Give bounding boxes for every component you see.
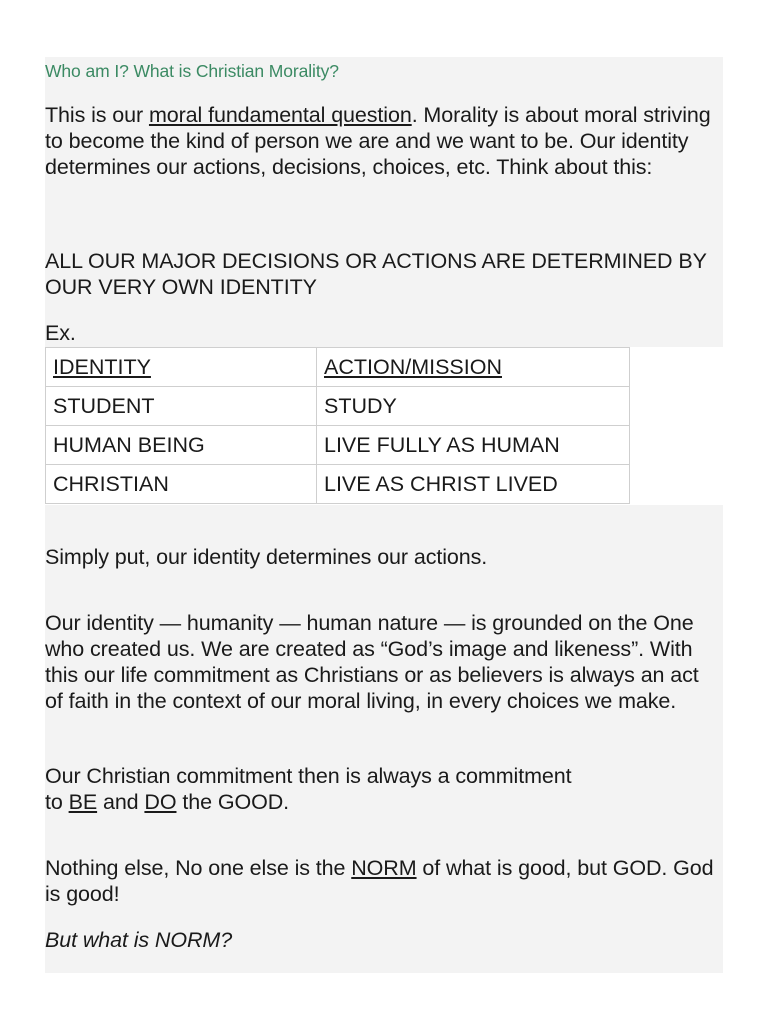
do-underlined: DO bbox=[144, 790, 177, 814]
commitment-paragraph bbox=[45, 763, 720, 815]
table-cell: STUDENT bbox=[46, 387, 317, 426]
norm-question: But what is NORM? bbox=[45, 928, 233, 952]
intro-paragraph bbox=[45, 102, 720, 180]
commitment-and: and bbox=[97, 790, 145, 814]
background-panel-top bbox=[45, 57, 723, 347]
header-identity-text: IDENTITY bbox=[53, 354, 151, 379]
norm-text-start: Nothing else, No one else is the bbox=[45, 856, 352, 880]
header-action-mission-text: ACTION/MISSION bbox=[324, 354, 502, 379]
moral-question-underlined: moral fundamental question bbox=[148, 103, 412, 127]
example-label: Ex. bbox=[45, 321, 76, 345]
identity-action-table bbox=[45, 347, 630, 504]
header-action-mission bbox=[317, 348, 630, 387]
section-heading: Who am I? What is Christian Morality? bbox=[45, 61, 339, 81]
table-cell: STUDY bbox=[317, 387, 630, 426]
major-decisions-statement: ALL OUR MAJOR DECISIONS OR ACTIONS ARE DETERMINED BY OUR VERY OWN IDENTITY bbox=[45, 249, 707, 299]
norm-paragraph bbox=[45, 855, 720, 907]
table-row bbox=[46, 426, 630, 465]
table-cell: LIVE AS CHRIST LIVED bbox=[317, 465, 630, 504]
norm-text-rest: of what is good, but GOD. God is good! bbox=[45, 856, 714, 906]
header-identity bbox=[46, 348, 317, 387]
table-row bbox=[46, 387, 630, 426]
table-row bbox=[46, 465, 630, 504]
be-underlined: BE bbox=[68, 790, 98, 814]
intro-text-start: This is our bbox=[45, 103, 149, 127]
identity-grounding-paragraph: Our identity — humanity — human nature — is grounded on the One who created us. We are created as “God’s image and likeness”. With this our life commitment as Christians or as believers is always an act of faith in the context of our moral living, in every choices we make. bbox=[45, 611, 699, 713]
commitment-good: the GOOD. bbox=[176, 790, 289, 814]
commitment-to: to bbox=[45, 790, 69, 814]
table-cell: CHRISTIAN bbox=[46, 465, 317, 504]
table-cell: LIVE FULLY AS HUMAN bbox=[317, 426, 630, 465]
table-header-row bbox=[46, 348, 630, 387]
norm-underlined: NORM bbox=[351, 856, 417, 880]
commitment-line-1: Our Christian commitment then is always a commitment bbox=[45, 764, 572, 788]
table-cell: HUMAN BEING bbox=[46, 426, 317, 465]
summary-paragraph: Simply put, our identity determines our actions. bbox=[45, 545, 488, 569]
intro-text-rest: . Morality is about moral striving to become the kind of person we are and we want to be. Our identity determines our actions, decisions, choices, etc. Think about this: bbox=[45, 103, 711, 179]
